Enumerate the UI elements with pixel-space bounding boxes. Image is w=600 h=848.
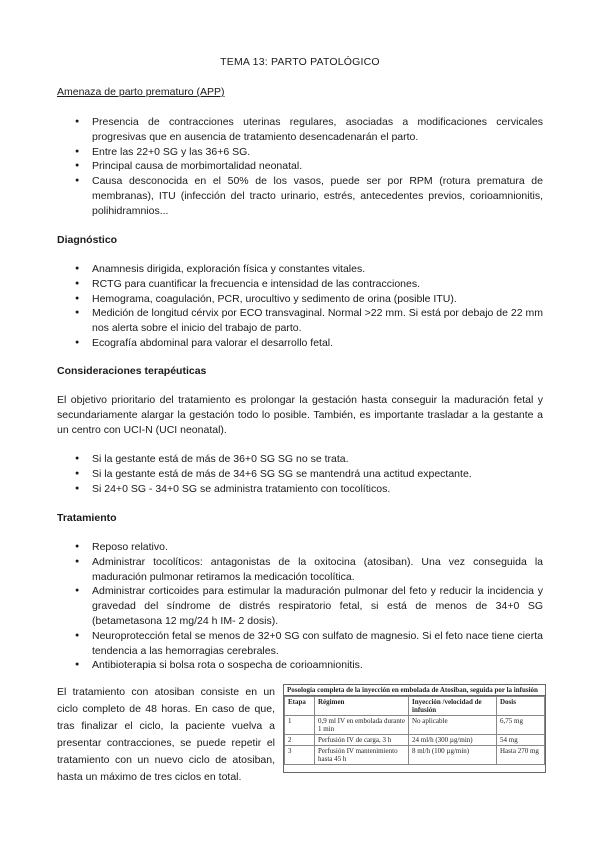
list-item: ● Si la gestante está de más de 36+0 SG SG no se trata. — [75, 452, 543, 467]
table-caption: Posología completa de la inyección en embolada de Atosiban, seguida por la infusión — [284, 685, 545, 696]
heading-tratamiento: Tratamiento — [57, 512, 117, 524]
list-item: ● Ecografía abdominal para valorar el desarrollo fetal. — [75, 336, 543, 351]
list-item: ● Anamnesis dirigida, exploración física y constantes vitales. — [75, 262, 543, 277]
list-item: ● Hemograma, coagulación, PCR, urocultivo y sedimento de orina (posible ITU). — [75, 292, 543, 307]
list-item: ● Administrar corticoides para estimular la maduración pulmonar del feto y reducir la incidencia y gravedad del síndrome de distrés respiratorio fetal, si está de menos de 34+0 SG (betametasona 12 mg/24 h IM- 2 dosis). — [75, 584, 543, 628]
list-diagnostico — [75, 262, 543, 351]
table-cell: Perfusión IV mantenimiento hasta 45 h — [315, 746, 409, 765]
list-item: ● Antibioterapia si bolsa rota o sospecha de corioamnionitis. — [75, 658, 543, 673]
list-item: ● Si 24+0 SG - 34+0 SG se administra tratamiento con tocolíticos. — [75, 482, 543, 497]
list-item: ● Medición de longitud cérvix por ECO transvaginal. Normal >22 mm. Si está por debajo de 22 mm nos alerta sobre el inicio del trabajo de parto. — [75, 306, 543, 336]
table-cell: 6,75 mg — [497, 716, 545, 735]
list-tratamiento — [75, 540, 543, 673]
table-row — [285, 735, 545, 746]
list-app — [75, 115, 543, 219]
table-header-cell: Régimen — [315, 697, 409, 716]
list-item: ● Administrar tocolíticos: antagonistas de la oxitocina (atosiban). Una vez conseguida la maduración pulmonar retiramos la medicación tocolítica. — [75, 555, 543, 585]
table-row — [285, 716, 545, 735]
table-header-cell: Inyección /velocidad de infusión — [409, 697, 497, 716]
table-header-cell: Etapa — [285, 697, 315, 716]
list-consideraciones — [75, 452, 543, 496]
table-cell: 1 — [285, 716, 315, 735]
heading-app: Amenaza de parto prematuro (APP) — [57, 86, 225, 98]
list-item: ● Reposo relativo. — [75, 540, 543, 555]
heading-consideraciones: Consideraciones terapéuticas — [57, 365, 207, 377]
paragraph-consideraciones: El objetivo prioritario del tratamiento es prolongar la gestación hasta conseguir la maduración fetal y secundariamente alargar la gestación todo lo posible. También, es importante trasladar a la gestante a un centro con UCI-N (UCI neonatal). — [57, 394, 543, 436]
list-item: ● RCTG para cuantificar la frecuencia e intensidad de las contracciones. — [75, 277, 543, 292]
page-title: TEMA 13: PARTO PATOLÓGICO — [220, 56, 380, 68]
table-header-row — [285, 697, 545, 716]
list-item: ● Causa desconocida en el 50% de los vasos, puede ser por RPM (rotura prematura de membranas), ITU (infección del tracto urinario, estrés, antecedentes previos, corioamnionitis, polihidramnios... — [75, 174, 543, 218]
paragraph-atosiban: El tratamiento con atosiban consiste en un ciclo completo de 48 horas. En caso de que, tras finalizar el ciclo, la paciente vuelva a presentar contracciones, se puede repetir el tratamiento con un nuevo ciclo de atosiban, hasta un máximo de tres ciclos en total. — [57, 686, 275, 783]
table-cell: 0,9 ml IV en embolada durante 1 min — [315, 716, 409, 735]
list-item: ● Neuroprotección fetal se menos de 32+0 SG con sulfato de magnesio. Si el feto nace tiene cierta tendencia a las hemorragias cerebrales. — [75, 629, 543, 659]
list-item: ● Si la gestante está de más de 34+6 SG SG se mantendrá una actitud expectante. — [75, 467, 543, 482]
table-header-cell: Dosis — [497, 697, 545, 716]
list-item: ● Presencia de contracciones uterinas regulares, asociadas a modificaciones cervicales progresivas que en ausencia de tratamiento desencadenarán el parto. — [75, 115, 543, 145]
table-cell: Perfusión IV de carga, 3 h — [315, 735, 409, 746]
table-cell: 54 mg — [497, 735, 545, 746]
table-cell: 24 ml/h (300 µg/min) — [409, 735, 497, 746]
list-item: ● Principal causa de morbimortalidad neonatal. — [75, 159, 543, 174]
atosiban-table — [283, 684, 546, 773]
table-cell: 3 — [285, 746, 315, 765]
table-cell: 2 — [285, 735, 315, 746]
table-cell: 8 ml/h (100 µg/min) — [409, 746, 497, 765]
table-cell: Hasta 270 mg — [497, 746, 545, 765]
list-item: ● Entre las 22+0 SG y las 36+6 SG. — [75, 145, 543, 160]
heading-diagnostico: Diagnóstico — [57, 234, 118, 246]
table-row — [285, 746, 545, 765]
table-cell: No aplicable — [409, 716, 497, 735]
